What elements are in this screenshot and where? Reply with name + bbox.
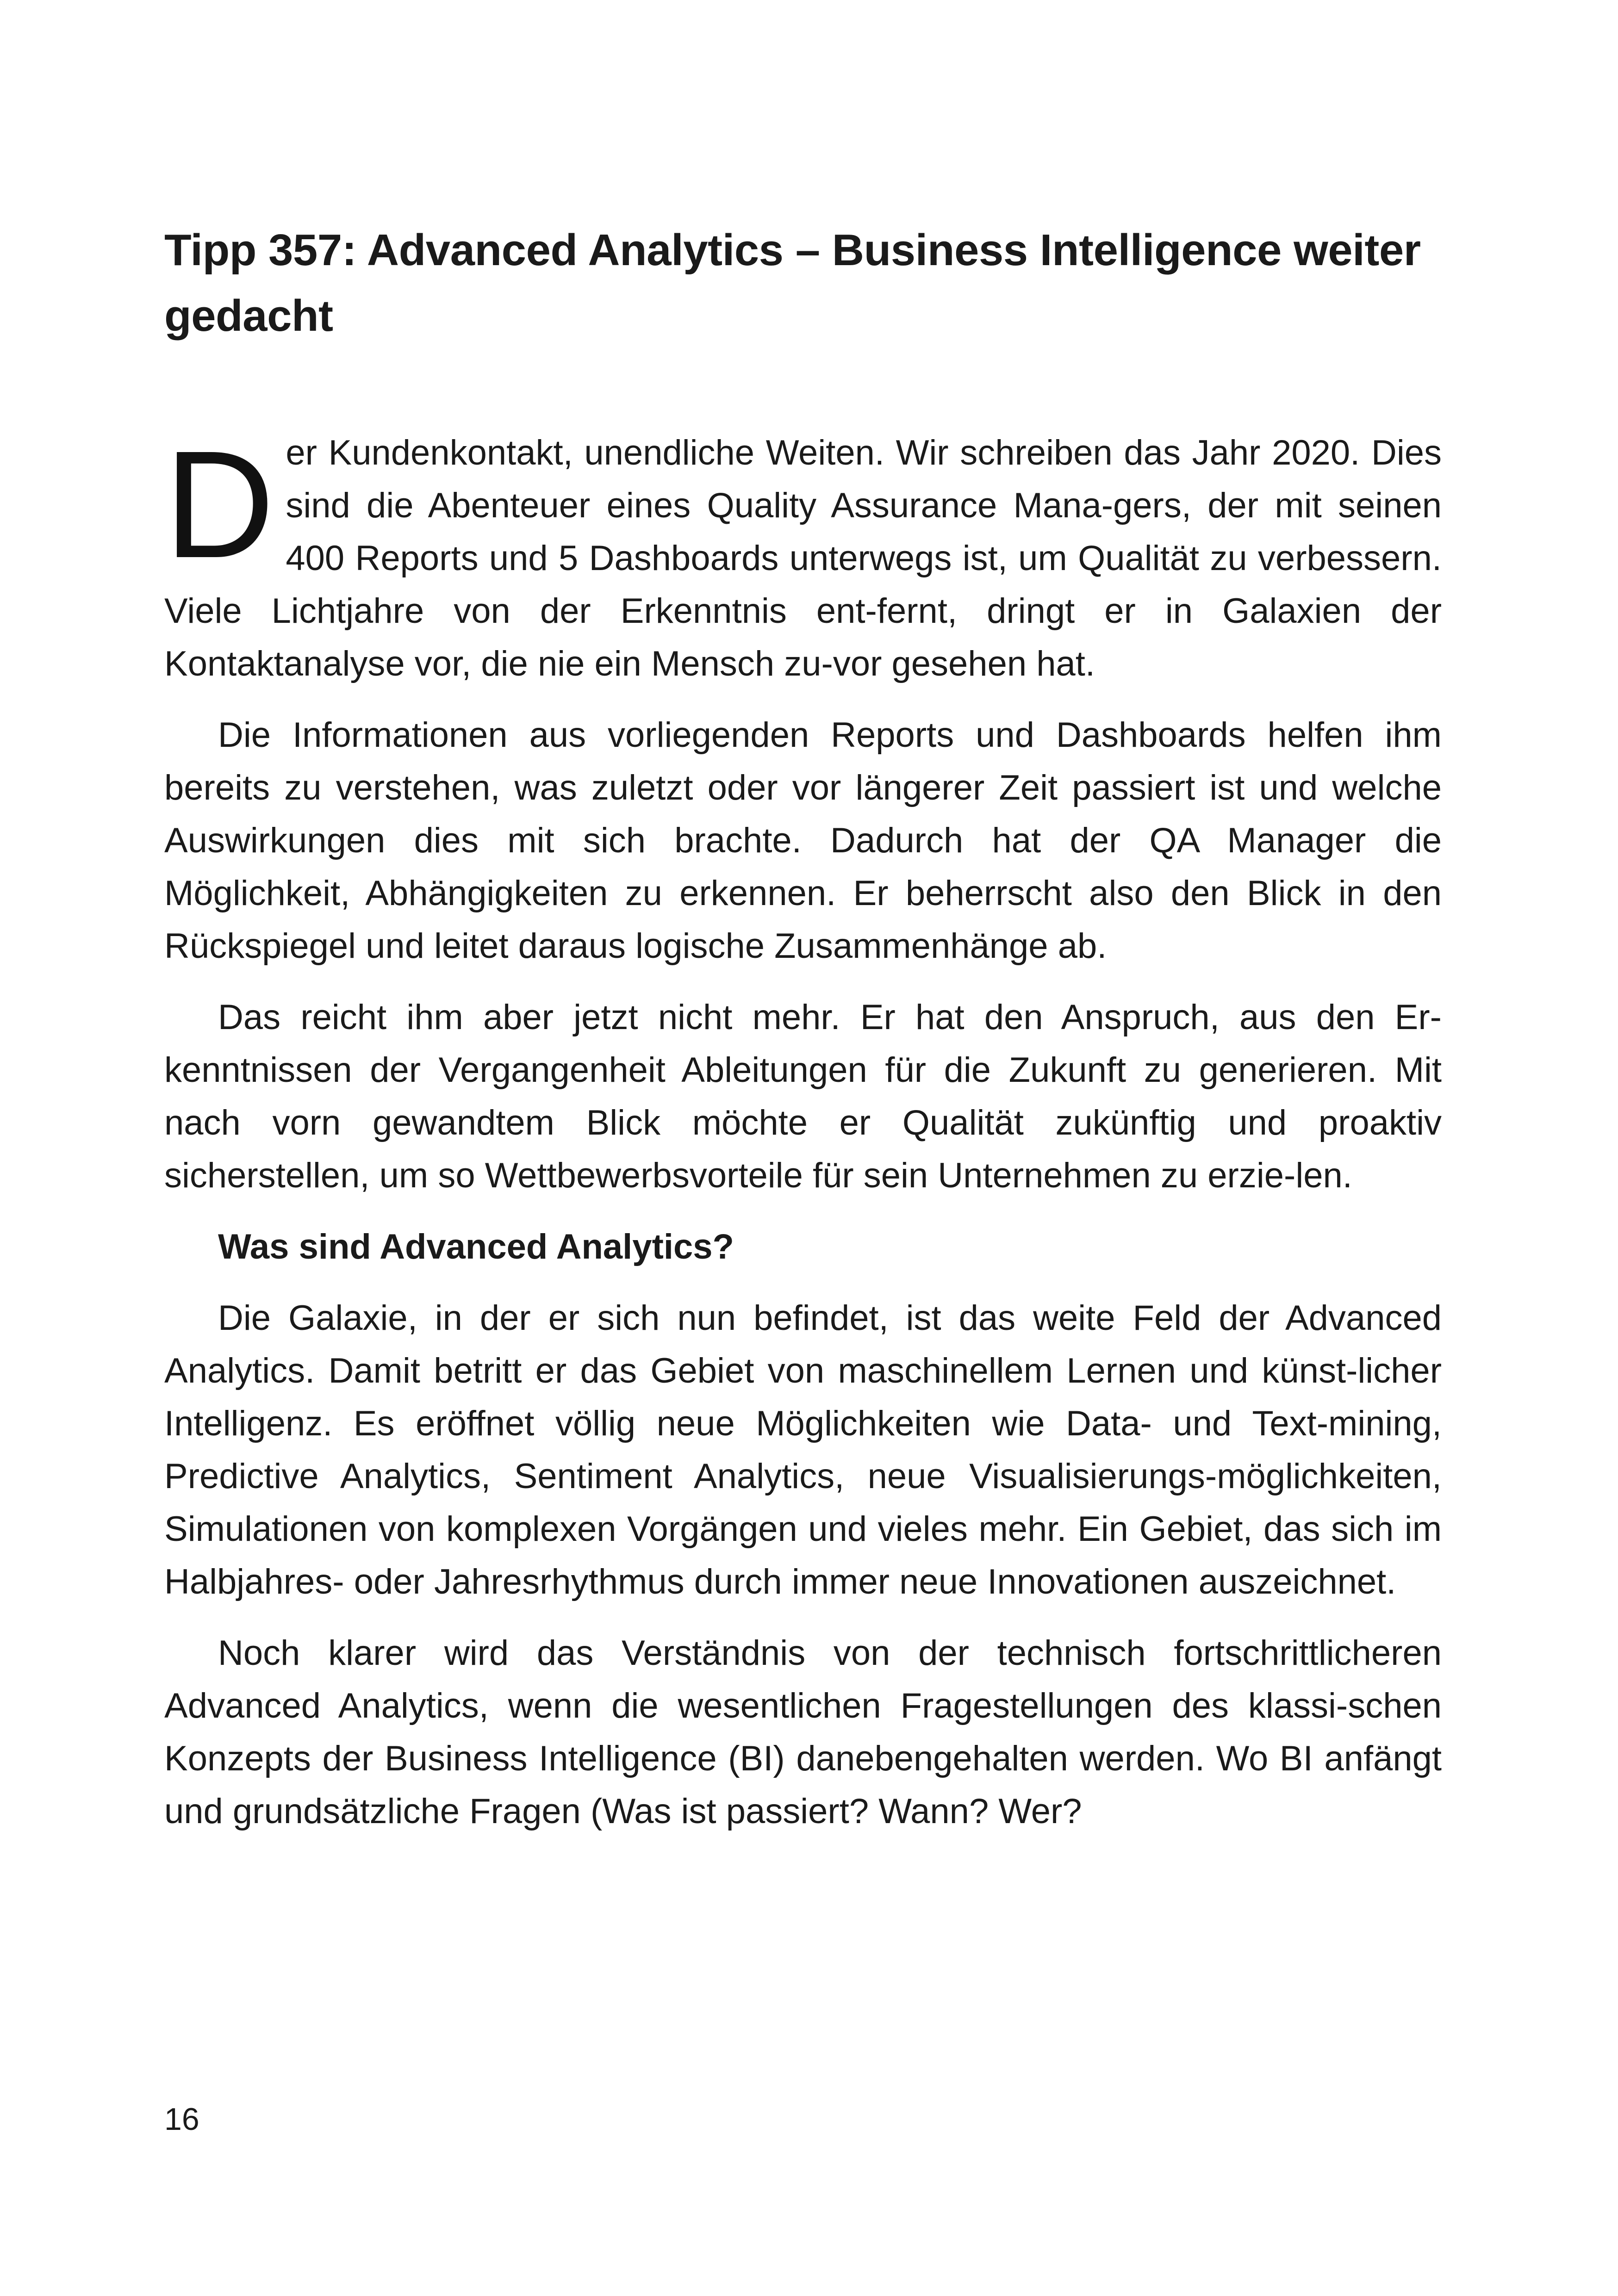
drop-cap-letter: D	[164, 419, 275, 590]
chapter-title: Tipp 357: Advanced Analytics – Business Intelligence weiter gedacht	[164, 225, 1421, 341]
paragraph-intro	[164, 419, 1442, 690]
paragraph-1-text: er Kundenkontakt, unendliche Weiten. Wir schreiben das Jahr 2020. Dies sind die Abenteuer eines Quality Assurance Mana-gers, der mit seinen 400 Reports und 5 Dashboards unterwegs ist, um Qualität zu verbessern. Viele Lichtjahre von der Erkenntnis ent-fernt, dringt er in Galaxien der Kontaktanalyse vor, die nie ein Mensch zu-vor gesehen hat.	[164, 433, 1442, 683]
paragraph-3: Das reicht ihm aber jetzt nicht mehr. Er hat den Anspruch, aus den Er-kenntnissen der Vergangenheit Ableitungen für die Zukunft zu generieren. Mit nach vorn gewandtem Blick möchte er Qualität zukünftig und proaktiv sicherstellen, um so Wettbewerbsvorteile für sein Unternehmen zu erzie-len.	[164, 998, 1442, 1195]
page-number: 16	[164, 2102, 199, 2137]
paragraph-5: Noch klarer wird das Verständnis von der technisch fortschrittlicheren Advanced Analytics, wenn die wesentlichen Fragestellungen des klassi-schen Konzepts der Business Intelligence (BI) danebengehalten werden. Wo BI anfängt und grundsätzliche Fragen (Was ist passiert? Wann? Wer?	[164, 1633, 1442, 1831]
body-text	[164, 419, 1442, 1838]
paragraph-4: Die Galaxie, in der er sich nun befindet, ist das weite Feld der Advanced Analytics. Damit betritt er das Gebiet von maschinellem Lernen und künst-licher Intelligenz. Es eröffnet völlig neue Möglichkeiten wie Data- und Text-mining, Predictive Analytics, Sentiment Analytics, neue Visualisierungs-möglichkeiten, Simulationen von komplexen Vorgängen und vieles mehr. Ein Gebiet, das sich im Halbjahres- oder Jahresrhythmus durch immer neue Innovationen auszeichnet.	[164, 1298, 1442, 1601]
paragraph-2: Die Informationen aus vorliegenden Reports und Dashboards helfen ihm bereits zu verstehen, was zuletzt oder vor längerer Zeit passiert ist und welche Auswirkungen dies mit sich brachte. Dadurch hat der QA Manager die Möglichkeit, Abhängigkeiten zu erkennen. Er beherrscht also den Blick in den Rückspiegel und leitet daraus logische Zusammenhänge ab.	[164, 715, 1442, 966]
page-content	[164, 217, 1442, 1856]
section-subheading: Was sind Advanced Analytics?	[218, 1227, 734, 1266]
